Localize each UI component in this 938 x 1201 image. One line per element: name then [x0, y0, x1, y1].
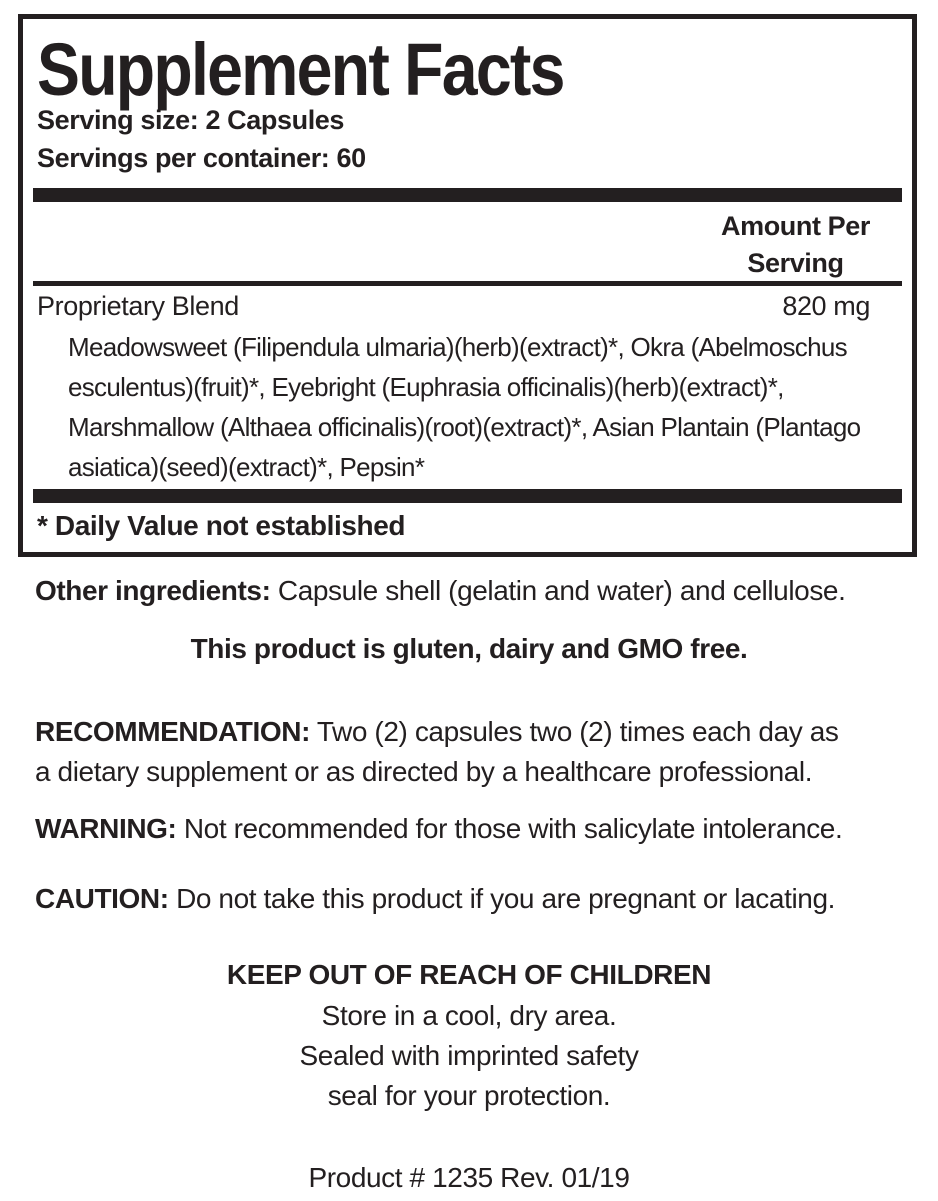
blend-ingredients: Meadowsweet (Filipendula ulmaria)(herb)(extract)*, Okra (Abelmoschus esculentus)(fruit)*, Eyebright (Euphrasia officinalis)(herb)(extract)*, Marshmallow (Althaea officinalis)(root)(extract)*, Asian Plantain (Plantago asiatica)(seed)(extract)*, Pepsin* [68, 332, 861, 482]
supplement-facts-panel [18, 14, 917, 557]
warning [35, 809, 890, 849]
blend-amount: 820 mg [782, 291, 870, 321]
other-ingredients [35, 571, 890, 611]
serving-size: Serving size: 2 Capsules [37, 105, 345, 135]
divider-bar-top [33, 188, 902, 202]
other-ingredients-label: Other ingredients: [35, 575, 271, 606]
blend-name: Proprietary Blend [37, 291, 239, 321]
recommendation-text: Two (2) capsules two (2) times each day as a dietary supplement or as directed by a healthcare professional. [35, 716, 839, 787]
amount-per-serving-header [721, 208, 870, 282]
free-claim: This product is gluten, dairy and GMO free. [190, 633, 748, 664]
header-rule [33, 281, 902, 286]
panel-title: Supplement Facts [37, 28, 564, 111]
other-ingredients-text: Capsule shell (gelatin and water) and cellulose. [277, 575, 846, 606]
amount-header-line2: Serving [747, 248, 844, 278]
storage-line2: Sealed with imprinted safety [299, 1040, 639, 1071]
amount-header-line1: Amount Per [720, 211, 870, 241]
proprietary-blend-row [37, 291, 870, 322]
recommendation-label: RECOMMENDATION: [35, 716, 311, 747]
servings-per-container: Servings per container: 60 [37, 143, 366, 173]
divider-bar-bottom [33, 489, 902, 503]
caution-label: CAUTION: [35, 883, 169, 914]
recommendation [35, 712, 855, 792]
caution [35, 879, 890, 919]
storage-instructions [0, 996, 938, 1116]
warning-label: WARNING: [35, 813, 177, 844]
storage-line1: Store in a cool, dry area. [321, 1000, 617, 1031]
daily-value-note: * Daily Value not established [37, 510, 406, 541]
warning-text: Not recommended for those with salicylate intolerance. [183, 813, 843, 844]
keep-out-of-reach: KEEP OUT OF REACH OF CHILDREN [226, 959, 712, 990]
storage-line3: seal for your protection. [327, 1080, 611, 1111]
product-info: Product # 1235 Rev. 01/19 [308, 1162, 630, 1193]
caution-text: Do not take this product if you are pregnant or lacating. [176, 883, 835, 914]
